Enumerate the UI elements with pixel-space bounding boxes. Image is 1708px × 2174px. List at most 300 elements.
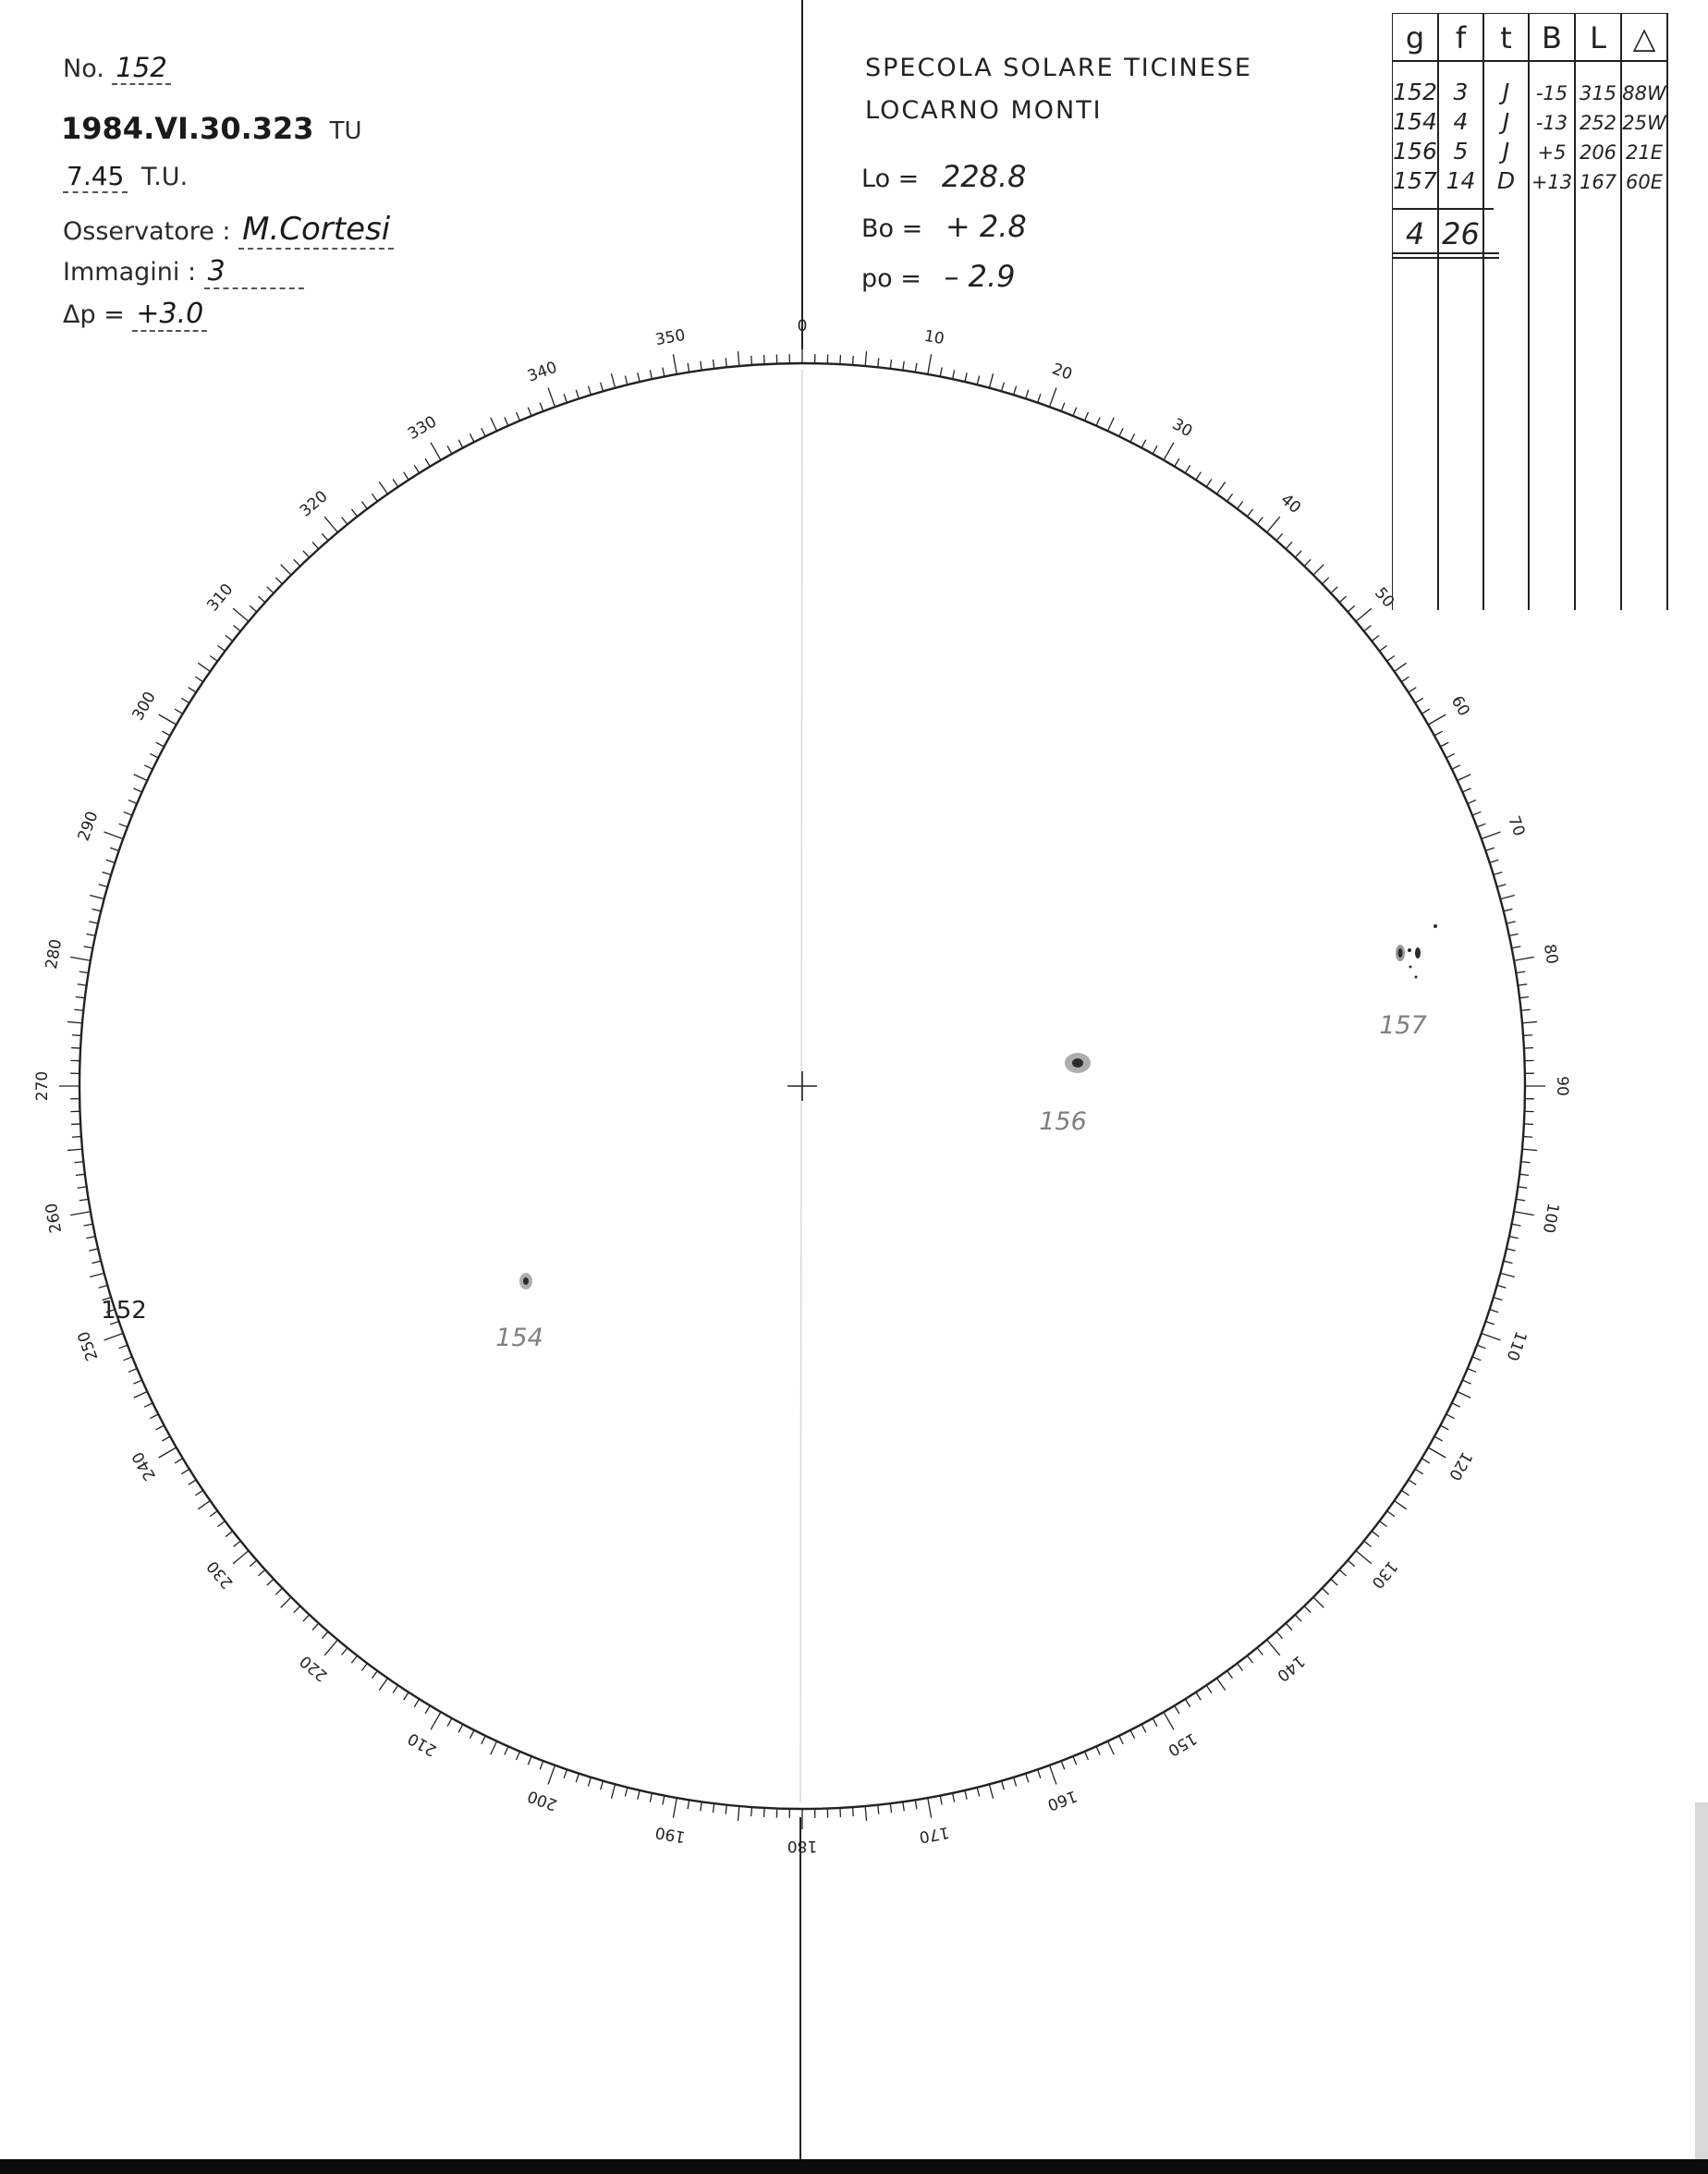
degree-label: 160 — [1044, 1786, 1080, 1814]
observer-label: Osservatore : — [63, 217, 231, 246]
scale-tick — [564, 394, 567, 402]
scale-tick — [103, 872, 112, 874]
scale-tick — [1490, 1310, 1499, 1313]
scale-tick — [1446, 753, 1455, 758]
scale-tick — [1468, 1369, 1476, 1373]
scale-tick — [1267, 517, 1280, 532]
degree-label: 120 — [1445, 1447, 1476, 1484]
scale-tick — [1521, 1162, 1531, 1163]
scale-tick — [853, 356, 854, 365]
scale-tick — [70, 1212, 91, 1215]
scale-tick — [74, 1162, 83, 1163]
scale-tick — [1295, 551, 1301, 557]
degree-label: 200 — [525, 1786, 560, 1814]
degree-label: 60 — [1446, 692, 1473, 720]
scale-tick — [447, 446, 452, 454]
scale-tick — [78, 1187, 87, 1188]
scale-tick — [1286, 1623, 1292, 1630]
scale-tick — [1085, 412, 1089, 421]
scale-tick — [342, 518, 348, 525]
degree-label: 280 — [42, 937, 67, 971]
scale-tick — [71, 1124, 80, 1125]
scale-tick — [491, 1741, 497, 1755]
scale-tick — [1494, 1298, 1503, 1301]
scale-tick — [1141, 440, 1146, 448]
scale-tick — [210, 1511, 217, 1517]
scale-tick — [1472, 812, 1481, 815]
scale-tick — [1380, 1521, 1387, 1527]
scale-tick — [303, 551, 310, 557]
sunspot-154-umbra — [523, 1277, 529, 1285]
scale-tick — [1026, 1774, 1029, 1783]
scale-tick — [1276, 1631, 1283, 1639]
scale-tick — [878, 1805, 879, 1814]
scale-tick — [1002, 1781, 1005, 1790]
scale-tick — [673, 354, 677, 374]
p0-label: po = — [861, 264, 921, 293]
scale-tick — [1286, 542, 1292, 548]
scale-tick — [1514, 1212, 1534, 1215]
table-cell: 25W — [1622, 112, 1666, 134]
scale-tick — [267, 587, 274, 593]
scale-tick — [1304, 1606, 1311, 1613]
degree-label: 220 — [296, 1651, 332, 1685]
scale-tick — [1014, 386, 1017, 396]
scale-tick — [1446, 1414, 1455, 1419]
scale-tick — [1141, 1724, 1146, 1732]
scale-tick — [1523, 1137, 1532, 1138]
scale-tick — [425, 458, 430, 467]
scale-tick — [940, 368, 942, 377]
scale-tick — [425, 1705, 430, 1714]
scale-tick — [1061, 403, 1065, 411]
scale-tick — [144, 765, 152, 769]
scale-tick — [1482, 1333, 1501, 1340]
scale-tick — [217, 1521, 225, 1527]
scale-tick — [688, 1800, 689, 1809]
scale-tick — [1494, 872, 1503, 874]
scale-tick — [701, 361, 702, 371]
time-suffix: T.U. — [140, 163, 189, 191]
scale-tick — [564, 1769, 567, 1777]
scale-tick — [106, 860, 116, 862]
scale-tick — [431, 443, 441, 460]
scale-tick — [414, 465, 419, 472]
scale-tick — [1339, 596, 1346, 603]
scale-tick — [1348, 605, 1355, 612]
scale-tick — [1395, 663, 1407, 671]
scale-tick — [404, 1692, 409, 1700]
degree-label: 230 — [203, 1557, 238, 1593]
scale-tick — [989, 373, 993, 387]
degree-label: 10 — [922, 326, 946, 349]
p0-value: – 2.9 — [944, 259, 1016, 294]
table-cell: 21E — [1626, 141, 1663, 164]
scale-tick — [1217, 1679, 1226, 1691]
table-cell: 315 — [1579, 82, 1617, 104]
scale-tick — [1206, 479, 1212, 486]
scale-tick — [878, 358, 879, 367]
degree-label: 250 — [74, 1328, 103, 1363]
scale-tick — [393, 479, 398, 486]
degree-label: 300 — [128, 688, 160, 725]
scale-tick — [1434, 731, 1443, 736]
scale-tick — [1428, 1447, 1446, 1458]
scale-tick — [840, 355, 841, 364]
scale-tick — [71, 1048, 80, 1049]
scale-tick — [650, 370, 652, 379]
scale-tick — [751, 356, 752, 365]
scale-tick — [1196, 472, 1201, 480]
table-cell: 152 — [1393, 79, 1437, 105]
scale-tick — [1276, 533, 1283, 541]
scale-tick — [1522, 1021, 1537, 1022]
scale-tick — [233, 1551, 249, 1564]
scale-tick — [393, 1685, 398, 1692]
scale-tick — [865, 351, 866, 366]
scale-tick — [928, 354, 932, 374]
scale-tick — [611, 373, 615, 387]
table-cell: J — [1502, 79, 1510, 105]
scale-tick — [250, 605, 257, 612]
scale-tick — [86, 934, 95, 935]
scale-tick — [470, 434, 474, 442]
scale-tick — [853, 1807, 854, 1816]
scale-tick — [1073, 1756, 1077, 1765]
degree-label: 130 — [1367, 1557, 1401, 1593]
scale-tick — [72, 1137, 81, 1138]
degree-label: 140 — [1273, 1651, 1309, 1685]
scale-tick — [1014, 1777, 1017, 1787]
scale-tick — [189, 1480, 196, 1484]
sunspot-157-c — [1408, 948, 1411, 952]
scale-tick — [372, 494, 377, 501]
scale-tick — [210, 655, 217, 661]
scale-tick — [1440, 742, 1448, 747]
scale-tick — [1238, 1664, 1243, 1671]
observer-value: M.Cortesi — [238, 211, 394, 250]
scale-tick — [431, 1712, 441, 1729]
scale-tick — [324, 517, 337, 532]
scale-tick — [915, 363, 917, 373]
scale-tick — [1512, 1224, 1521, 1226]
degree-label: 0 — [797, 317, 808, 336]
scale-tick — [1164, 443, 1174, 460]
scan-edge-shadow — [1695, 1802, 1708, 2159]
scale-tick — [482, 428, 485, 436]
scale-tick — [110, 848, 118, 850]
scale-tick — [84, 1224, 93, 1226]
scale-tick — [840, 1808, 841, 1817]
scale-tick — [576, 390, 579, 399]
scale-tick — [159, 1447, 177, 1458]
scale-tick — [1458, 1391, 1471, 1398]
scale-tick — [89, 1249, 98, 1251]
scale-tick — [1313, 565, 1324, 575]
sunspot-157-b — [1415, 947, 1421, 959]
scale-tick — [1257, 1648, 1263, 1655]
scale-tick — [601, 1781, 604, 1790]
degree-label: 340 — [525, 358, 560, 386]
scale-tick — [865, 1806, 866, 1821]
scale-tick — [258, 596, 264, 603]
scale-tick — [517, 1752, 520, 1760]
scale-tick — [903, 361, 904, 371]
table-header-2: t — [1500, 20, 1512, 55]
delta-p-value: +3.0 — [132, 298, 207, 332]
degree-label: 50 — [1371, 583, 1398, 612]
scale-tick — [1196, 1692, 1201, 1700]
table-cell: 4 — [1453, 108, 1469, 135]
table-cell: J — [1502, 138, 1510, 165]
scale-tick — [78, 984, 87, 985]
scale-tick — [1485, 1322, 1494, 1325]
scale-tick — [1421, 1459, 1430, 1463]
degree-label: 100 — [1538, 1202, 1563, 1235]
scale-tick — [1477, 824, 1485, 827]
scale-tick — [189, 688, 196, 692]
scale-tick — [1153, 1718, 1157, 1727]
scale-tick — [764, 1808, 765, 1817]
scale-tick — [663, 1796, 665, 1805]
scale-tick — [1227, 494, 1233, 501]
scale-tick — [1185, 1699, 1190, 1706]
scale-tick — [576, 1774, 579, 1783]
scale-tick — [611, 1784, 615, 1798]
degree-label: 190 — [653, 1822, 687, 1847]
time-value: 7.45 — [63, 161, 128, 193]
degree-label: 150 — [1164, 1728, 1201, 1760]
scale-tick — [175, 1459, 183, 1463]
table-cell: -13 — [1535, 112, 1568, 134]
number-value: 152 — [112, 52, 170, 85]
scale-tick — [89, 922, 98, 923]
scale-tick — [1331, 1579, 1337, 1585]
scale-tick — [1524, 1124, 1533, 1125]
B0-value: + 2.8 — [945, 209, 1027, 244]
scale-tick — [1130, 434, 1135, 442]
scale-tick — [1490, 860, 1499, 862]
L0-label: Lo = — [861, 165, 920, 193]
scale-tick — [1387, 1511, 1395, 1517]
observatory-location: LOCARNO MONTI — [865, 96, 1103, 125]
scale-tick — [1313, 1597, 1324, 1607]
delta-p-label: Δp = — [63, 300, 125, 329]
table-cell: 5 — [1453, 138, 1469, 165]
sunspot-157-f — [1409, 966, 1412, 969]
scale-tick — [294, 1606, 300, 1613]
scale-tick — [650, 1793, 652, 1802]
scale-tick — [701, 1801, 702, 1811]
scale-tick — [351, 1655, 357, 1663]
scale-tick — [751, 1807, 752, 1816]
scale-tick — [133, 1380, 141, 1384]
scale-tick — [150, 753, 158, 758]
degree-label: 90 — [1553, 1076, 1571, 1096]
scale-tick — [1504, 1261, 1513, 1263]
scale-tick — [99, 1286, 108, 1289]
scale-tick — [1409, 1480, 1416, 1484]
scale-tick — [217, 645, 225, 651]
scan-bottom-edge — [0, 2159, 1708, 2174]
scale-tick — [1514, 957, 1534, 960]
scale-tick — [1364, 1541, 1372, 1546]
scale-tick — [92, 909, 102, 910]
date-suffix: TU — [329, 117, 362, 145]
scale-tick — [1304, 559, 1311, 566]
scale-tick — [1462, 788, 1470, 792]
scale-tick — [1107, 418, 1114, 432]
number-label: No. — [63, 55, 104, 83]
scale-tick — [1507, 922, 1516, 923]
scale-tick — [1227, 1671, 1233, 1679]
scale-tick — [548, 1765, 555, 1785]
scale-tick — [1175, 1705, 1179, 1714]
scale-tick — [258, 1569, 264, 1576]
degree-label: 320 — [296, 487, 332, 521]
scale-tick — [1206, 1685, 1212, 1692]
scale-tick — [977, 376, 979, 385]
scale-tick — [92, 1261, 102, 1263]
scale-tick — [404, 472, 409, 480]
scale-tick — [1421, 709, 1430, 714]
scale-tick — [234, 626, 241, 631]
scale-tick — [1409, 688, 1416, 692]
group-label-157: 157 — [1379, 1011, 1427, 1040]
sunspot-157-a-umbra — [1398, 948, 1403, 958]
scale-tick — [1175, 458, 1179, 467]
scale-tick — [1500, 1273, 1514, 1276]
scale-tick — [99, 885, 108, 887]
degree-label: 270 — [33, 1070, 52, 1102]
table-header-3: B — [1542, 20, 1562, 55]
scale-tick — [1387, 655, 1395, 661]
scale-tick — [1509, 934, 1519, 935]
scale-tick — [1002, 383, 1005, 392]
table-cell: 167 — [1579, 171, 1617, 193]
observatory-name: SPECOLA SOLARE TICINESE — [865, 54, 1252, 82]
scale-tick — [1472, 1357, 1481, 1361]
scale-tick — [104, 832, 123, 839]
scale-tick — [1119, 428, 1123, 436]
scale-tick — [181, 1469, 189, 1473]
degree-label: 40 — [1276, 490, 1305, 518]
scale-tick — [181, 698, 189, 702]
degree-label: 170 — [918, 1822, 951, 1847]
scale-tick — [1401, 677, 1409, 682]
scale-tick — [133, 788, 141, 792]
scale-tick — [673, 1798, 677, 1818]
scale-tick — [124, 812, 132, 815]
L0-value: 228.8 — [941, 159, 1027, 194]
scale-tick — [156, 742, 165, 747]
table-cell: +5 — [1537, 141, 1567, 164]
table-cell: 14 — [1446, 167, 1476, 194]
scale-tick — [1512, 947, 1521, 948]
scale-tick — [195, 677, 202, 682]
scale-tick — [1107, 1741, 1114, 1755]
scale-tick — [90, 1273, 104, 1276]
scale-tick — [1415, 1469, 1422, 1473]
scale-tick — [379, 1679, 387, 1691]
scale-tick — [322, 533, 328, 541]
scale-tick — [312, 542, 319, 548]
scale-tick — [361, 501, 367, 508]
scale-tick — [1434, 1436, 1443, 1441]
scale-tick — [86, 1237, 95, 1239]
table-cell: 206 — [1579, 141, 1617, 164]
scale-tick — [312, 1623, 319, 1630]
scale-tick — [1026, 390, 1029, 399]
scale-tick — [625, 1788, 627, 1797]
scale-tick — [275, 578, 282, 584]
scale-tick — [322, 1631, 328, 1639]
scale-tick — [1038, 394, 1041, 402]
scale-tick — [663, 368, 665, 377]
scale-tick — [1364, 626, 1372, 631]
scale-tick — [361, 1664, 367, 1671]
scale-tick — [1119, 1736, 1123, 1744]
scale-tick — [1518, 984, 1527, 985]
degree-label: 330 — [404, 412, 441, 444]
scale-tick — [372, 1671, 377, 1679]
table-cell: D — [1496, 167, 1516, 194]
scale-tick — [79, 971, 89, 973]
degree-label: 290 — [74, 809, 103, 844]
scale-tick — [74, 1009, 83, 1010]
scale-tick — [965, 373, 967, 382]
scale-tick — [953, 1793, 955, 1802]
sunspot-157-e — [1415, 976, 1418, 979]
degree-label: 110 — [1502, 1328, 1531, 1363]
scale-tick — [1485, 848, 1494, 850]
scale-tick — [198, 1501, 210, 1509]
scale-tick — [233, 608, 249, 621]
scale-tick — [482, 1736, 485, 1744]
scale-tick — [1516, 1199, 1525, 1201]
scale-tick — [447, 1718, 452, 1727]
scale-tick — [250, 1560, 257, 1567]
scale-tick — [601, 383, 604, 392]
scale-tick — [638, 373, 640, 382]
scale-tick — [528, 408, 531, 416]
scale-tick — [226, 1531, 233, 1536]
scale-tick — [124, 1357, 132, 1361]
scale-tick — [144, 1403, 152, 1407]
scale-tick — [1518, 1187, 1527, 1188]
scale-tick — [76, 1174, 85, 1175]
scale-tick — [134, 775, 148, 781]
scale-tick — [491, 418, 497, 432]
degree-label: 310 — [203, 580, 238, 616]
scale-tick — [281, 565, 291, 575]
scale-tick — [1482, 832, 1501, 839]
B0-label: Bo = — [861, 214, 923, 243]
scale-tick — [162, 731, 170, 736]
scale-tick — [175, 709, 183, 714]
scale-tick — [548, 387, 555, 407]
scale-tick — [528, 1756, 531, 1765]
scale-tick — [764, 355, 765, 364]
scale-tick — [104, 1333, 123, 1340]
scale-tick — [119, 824, 128, 827]
scale-tick — [940, 1796, 942, 1805]
scale-tick — [915, 1800, 917, 1809]
degree-label: 20 — [1049, 360, 1075, 385]
scale-tick — [267, 1579, 274, 1585]
scale-tick — [1049, 387, 1056, 407]
table-header-1: f — [1455, 20, 1467, 55]
